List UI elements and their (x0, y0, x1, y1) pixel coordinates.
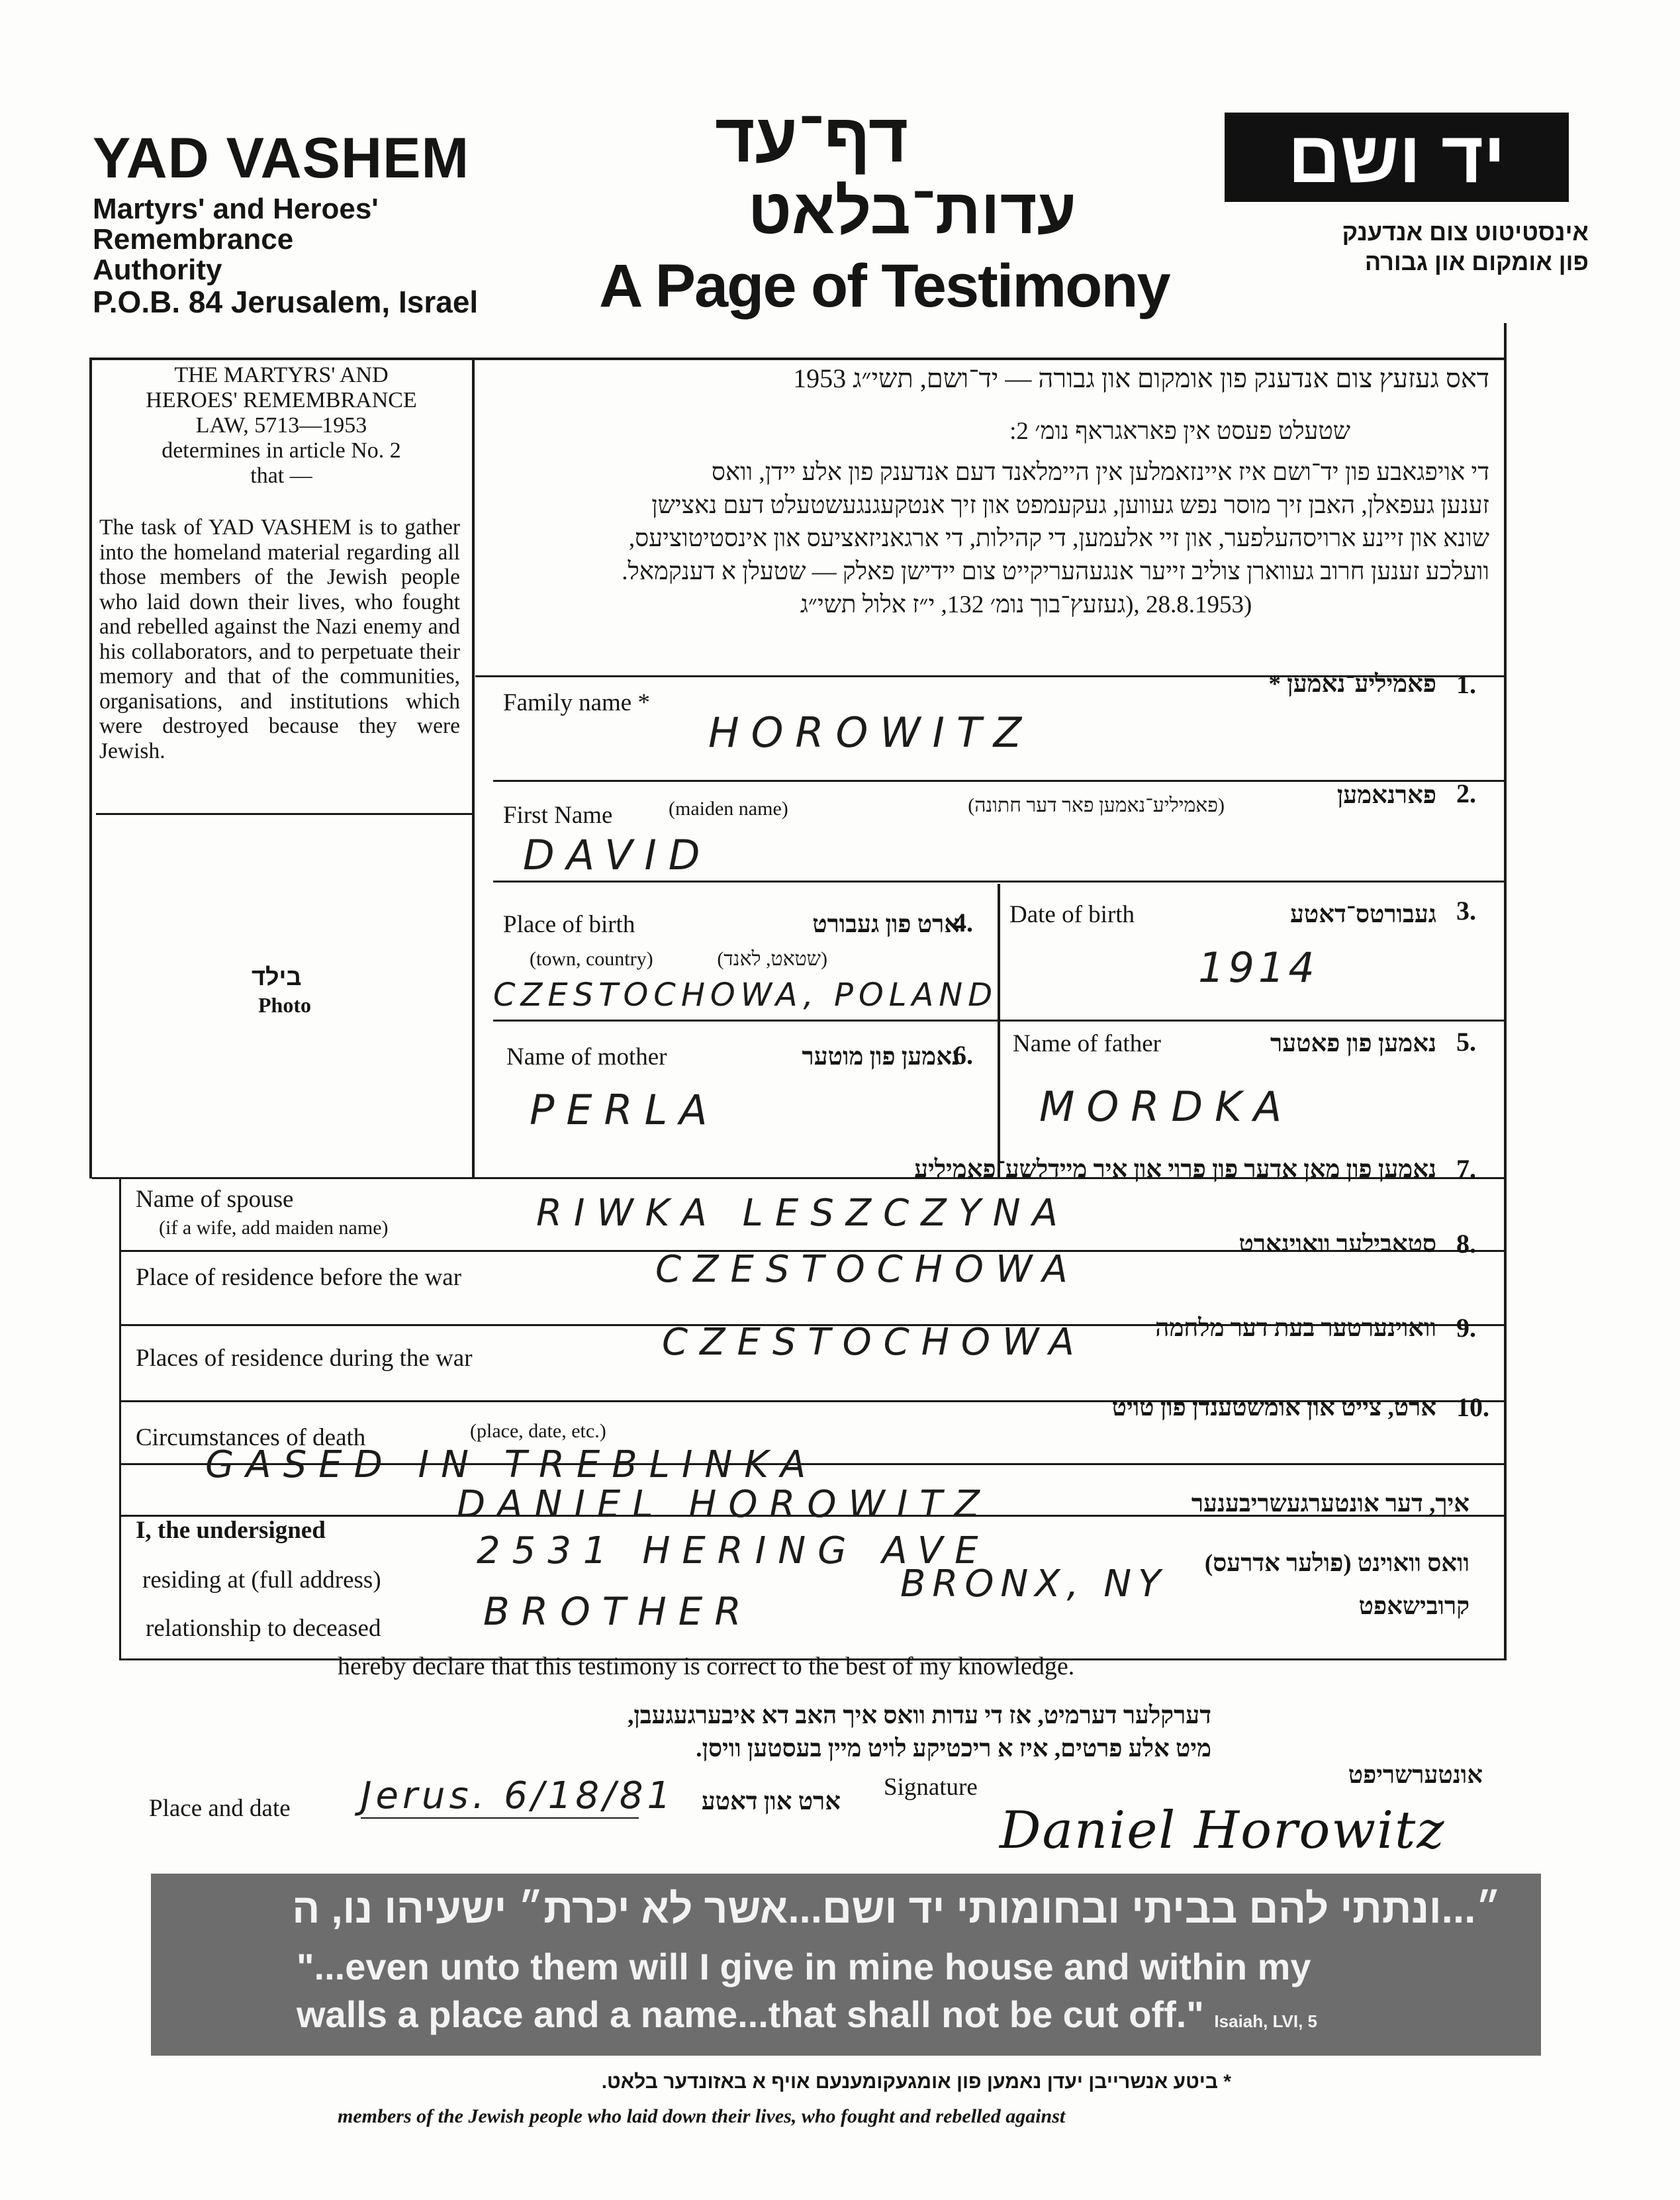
photo-label: Photo (258, 993, 311, 1017)
circumstances-value[interactable]: GASED IN TREBLINKA (205, 1443, 818, 1486)
page-title: A Page of Testimony (599, 252, 1170, 320)
declaration-text: hereby declare that this testimony is correct to the best of my knowledge. (338, 1652, 1075, 1680)
father-name-label: Name of father (1013, 1030, 1161, 1057)
residence-during-war-value[interactable]: CZESTOCHOWA (662, 1321, 1086, 1364)
org-address: P.O.B. 84 Jerusalem, Israel (93, 285, 479, 319)
law-task-text: The task of YAD VASHEM is to gather into the homeland material regarding all those members of the Jewish people who laid down their lives, who fought and rebelled against the Nazi enemy and his collaborators, and to perpetuate their memory and that of the communities, organisations, and institutions which were destroyed because they were Jewish. (99, 515, 460, 763)
father-name-hebrew: נאמען פון פאטער (1270, 1030, 1436, 1057)
law-line-2: HEROES' REMEMBRANCE (146, 388, 417, 412)
logo-subtitle-1: אינסטיטוט צום אנדענק (1342, 218, 1589, 246)
relationship-label: relationship to deceased (146, 1615, 381, 1642)
residing-label: residing at (full address) (142, 1566, 381, 1594)
field-9-number: 9. (1456, 1313, 1476, 1343)
preamble-line-2: שטעלט פעסט אין פאראגראף נומ׳ 2: (1009, 418, 1350, 445)
father-name-value[interactable]: MORDKA (1039, 1082, 1294, 1131)
place-of-birth-sub-label: (town, country) (530, 948, 653, 970)
first-name-hebrew-sub: (פאמיליע־נאמען פאר דער חתונה) (968, 794, 1225, 816)
signature-hebrew: אונטערשריפט (1348, 1762, 1483, 1789)
logo-subtitle-2: פון אומקום און גבורה (1364, 248, 1589, 275)
law-line-1: THE MARTYRS' AND (174, 363, 389, 387)
first-name-value[interactable]: DAVID (523, 831, 712, 879)
quote-banner (151, 1874, 1541, 2056)
banner-citation: Isaiah, LVI, 5 (1214, 2011, 1318, 2031)
residing-address-1[interactable]: 2531 HERING AVE (477, 1529, 990, 1572)
org-line-3: Authority (93, 254, 222, 286)
signature-label: Signature (884, 1774, 978, 1801)
place-date-value[interactable]: Jerus. 6/18/81 (361, 1774, 675, 1817)
law-line-4: determines in article No. 2 (162, 438, 401, 463)
mother-name-label: Name of mother (506, 1043, 667, 1071)
relationship-hebrew: קרובישאפט (1358, 1593, 1470, 1620)
field-3-number: 3. (1456, 896, 1476, 926)
undersigned-hebrew: איך, דער אונטערגעשריבענער (1191, 1490, 1470, 1517)
logo: יד ושם (1225, 113, 1569, 202)
mother-name-value[interactable]: PERLA (530, 1086, 720, 1134)
place-of-birth-hebrew: ארט פון געבורט (812, 911, 960, 938)
preamble-line-7: (28.8.1953 ,(געזעץ־בוך נומ׳ 132, י״ז אלול תשי״ג (800, 591, 1252, 618)
first-name-label: First Name (503, 802, 613, 829)
mother-name-hebrew: נאמען פון מוטער (802, 1043, 960, 1071)
preamble-line-3: די אויפגאבע פון יד־ושם איז איינזאמלען אין היימלאנד דעם אנדענק פון אלע יידן, וואס (711, 459, 1489, 486)
field-10-number: 10. (1456, 1392, 1489, 1422)
spouse-name-sub-label: (if a wife, add maiden name) (159, 1217, 389, 1239)
place-date-hebrew: ארט און דאטע (701, 1788, 841, 1815)
residence-before-war-hebrew: סטאבילער וואוינארט (1238, 1231, 1436, 1258)
undersigned-label: I, the undersigned (136, 1517, 326, 1544)
circumstances-hebrew: ארט, צייט און אומשטענדן פון טויט (1111, 1394, 1436, 1421)
preamble-line-5: שונא און זיינע ארויסהעלפער, און זיי אלעמען, די קהילות, די ארגאניזאציעס און אינסטיטוציעס, (628, 525, 1489, 552)
hebrew-title-1: דף־עד (715, 100, 909, 177)
org-line-2: Remembrance (93, 223, 294, 256)
place-date-label: Place and date (149, 1795, 291, 1822)
org-name: YAD VASHEM (93, 126, 470, 190)
banner-hebrew: ״...ונתתי להם בביתי ובחומותי יד ושם...אשר לא יכרת״ ישעיהו נו, ה (292, 1886, 1501, 1932)
date-of-birth-label: Date of birth (1009, 901, 1135, 928)
field-7-number: 7. (1456, 1154, 1476, 1184)
law-line-3: LAW, 5713—1953 (195, 413, 367, 438)
law-title (99, 363, 463, 489)
first-name-sub-label: (maiden name) (669, 798, 788, 820)
declaration-hebrew-2: מיט אלע פרטים, איז א ריכטיקע לויט מיין בעסטען וויסן. (696, 1735, 1211, 1762)
residing-address-2[interactable]: BRONX, NY (900, 1562, 1168, 1605)
family-name-value[interactable]: HOROWITZ (708, 708, 1034, 757)
circumstances-sub-label: (place, date, etc.) (470, 1420, 606, 1442)
field-8-number: 8. (1456, 1229, 1476, 1259)
banner-english-line-1: "...even unto them will I give in mine house and within my (297, 1946, 1311, 1987)
field-2-number: 2. (1456, 779, 1476, 808)
hebrew-title-2: עדות־בלאט (748, 176, 1076, 247)
first-name-hebrew: פארנאמען (1336, 782, 1436, 809)
law-line-5: that — (250, 463, 312, 488)
banner-english-line-2 (297, 1991, 1317, 2045)
preamble-line-4: זענען געפאלן, האבן זיך מוסר נפש געווען, געקעמפט און זיך אנטקעגנגעשטעלט דעם נאצישן (651, 492, 1489, 519)
residence-during-war-label: Places of residence during the war (136, 1345, 473, 1372)
place-of-birth-label: Place of birth (503, 911, 635, 938)
footnote-hebrew: * ביטע אנשרייבן יעדן נאמען פון אומגעקומענעם אויף א באזונדער בלאט. (601, 2071, 1231, 2093)
footnote-english: members of the Jewish people who laid down their lives, who fought and rebelled against (338, 2105, 1066, 2127)
field-6-number: 6. (953, 1040, 973, 1070)
residence-before-war-value[interactable]: CZESTOCHOWA (655, 1248, 1080, 1291)
residing-hebrew: וואס וואוינט (פולער אדרעס) (1204, 1550, 1470, 1577)
signature[interactable]: Daniel Horowitz (1000, 1801, 1446, 1860)
preamble-line-1: דאס געזעץ צום אנדענק פון אומקום און גבורה — יד־ושם, תשי״ג 1953 (793, 363, 1489, 393)
field-5-number: 5. (1456, 1027, 1476, 1057)
org-line-1: Martyrs' and Heroes' (93, 193, 379, 225)
circumstances-label: Circumstances of death (136, 1424, 366, 1451)
residence-during-war-hebrew: וואוינערטער בעת דער מלחמה (1155, 1315, 1436, 1342)
field-4-number: 4. (953, 908, 973, 937)
place-of-birth-hebrew-sub: (שטאט, לאנד) (717, 948, 827, 970)
place-of-birth-value[interactable]: CZESTOCHOWA, POLAND (493, 977, 998, 1014)
preamble-line-6: וועלכע זענען חרוב געווארן צוליב זייער אנגעהעריקייט צום יידישן פאלק — שטעלן א דענקמאל. (622, 558, 1489, 585)
date-of-birth-value[interactable]: 1914 (1198, 943, 1319, 992)
spouse-name-label: Name of spouse (136, 1186, 294, 1213)
relationship-value[interactable]: BROTHER (483, 1589, 753, 1634)
spouse-name-hebrew: נאמען פון מאן אדער פון פרוי און איר מיידלשע־פאמיליע (914, 1156, 1436, 1183)
date-of-birth-hebrew: געבורטס־דאטע (1289, 901, 1436, 928)
banner-english-line-2-text: walls a place and a name...that shall not be cut off." (297, 1993, 1204, 2035)
family-name-hebrew: פאמיליע־נאמען * (1268, 671, 1436, 698)
family-name-label: Family name * (503, 689, 650, 716)
field-1-number: 1. (1456, 669, 1476, 699)
undersigned-name[interactable]: DANIEL HOROWITZ (457, 1483, 992, 1526)
banner-english (297, 1943, 1317, 2045)
photo-label-hebrew: בילד (252, 963, 302, 990)
spouse-name-value[interactable]: RIWKA LESZCZYNA (536, 1192, 1070, 1235)
declaration-hebrew-1: דערקלער דערמיט, אז די עדות וואס איך האב דא איבערגעגעבן, (628, 1702, 1211, 1729)
residence-before-war-label: Place of residence before the war (136, 1264, 462, 1291)
